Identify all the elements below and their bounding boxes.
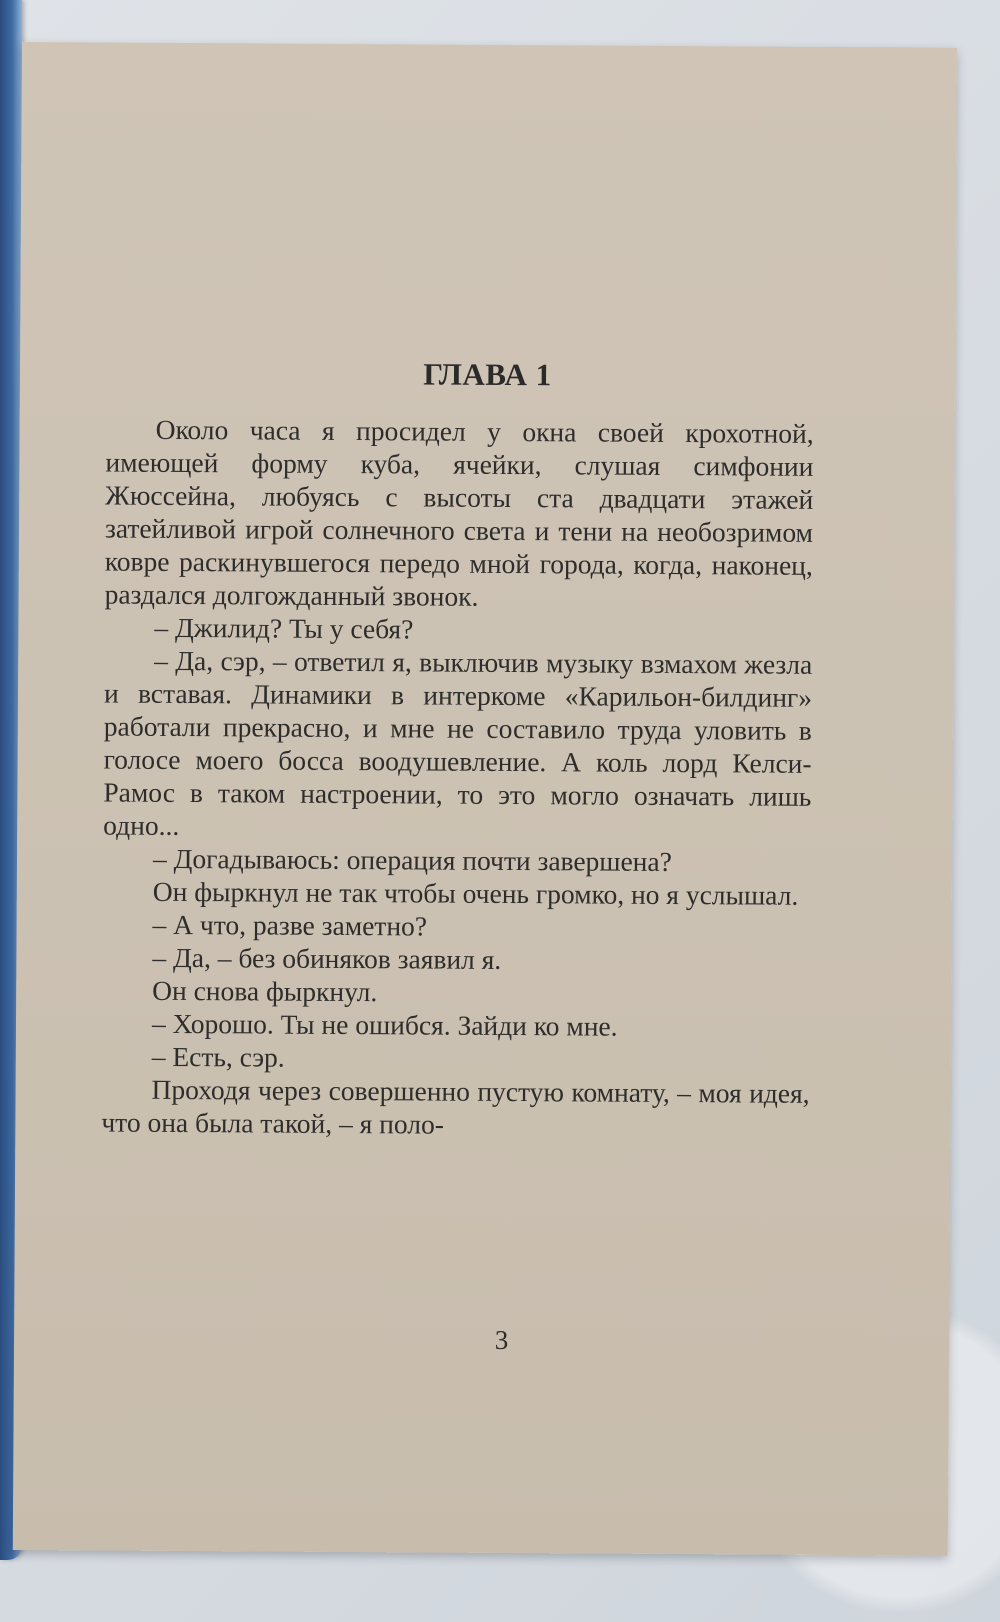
paragraph: – Догадываюсь: операция почти завершена? (152, 842, 672, 877)
paragraph: Он снова фыркнул. (152, 974, 378, 1008)
paragraph: – А что, разве заметно? (152, 908, 428, 942)
paragraph: Он фыркнул не так чтобы очень громко, но я услышал. (152, 875, 799, 911)
paragraph: Проходя через совершенно пустую комнату, – моя идея, что она была такой, – я поло- (101, 1073, 810, 1140)
paragraph: – Да, – без обиняков заявил я. (152, 941, 502, 975)
paragraph: Около часа я просидел у окна своей крохотной, имеющей форму куба, ячейки, слушая симфонии Жюссейна, любуясь с высоты ста двадцати этажей затейливой игрой солнечного света и тени на необозримом ковре раскинувшегося передо мной города, когда, наконец, раздался долгожданный звонок. (104, 413, 814, 612)
paragraph: – Есть, сэр. (151, 1040, 285, 1073)
book-page (13, 42, 957, 1556)
paragraph: – Хорошо. Ты не ошибся. Зайди ко мне. (151, 1007, 618, 1042)
paragraph: – Да, сэр, – ответил я, выключив музыку взмахом жезла и вставая. Динамики в интеркоме «Карильон-билдинг» работали прекрасно, и мне не составило труда уловить в голосе моего босса воодушевление. А коль лорд Келси-Рамос в таком настроении, то это могло означать лишь одно... (103, 644, 813, 841)
body-text (101, 413, 813, 1143)
chapter-title: ГЛАВА 1 (423, 356, 552, 393)
paragraph: – Джилид? Ты у себя? (154, 611, 414, 645)
page-number: 3 (494, 1324, 509, 1355)
page-content (13, 42, 957, 1556)
